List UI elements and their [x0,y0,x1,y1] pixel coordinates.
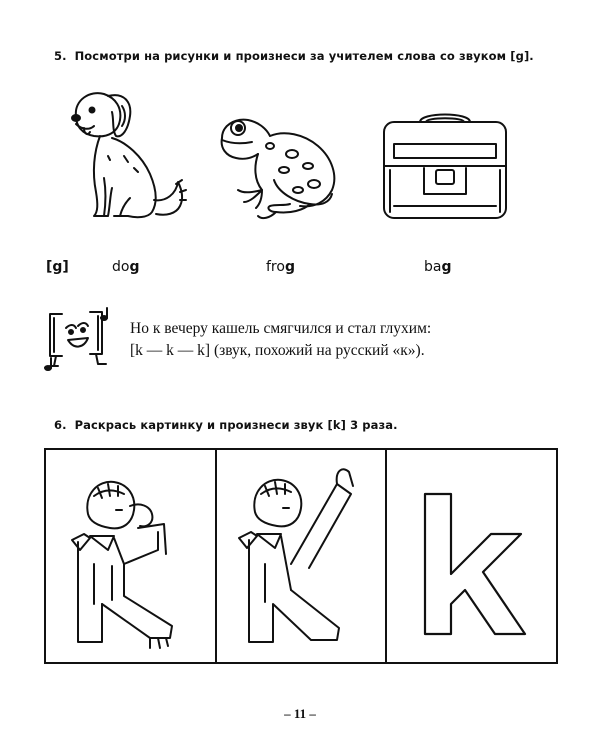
note-line-2: [k — k — k] (звук, похожий на русский «к»). [130,342,425,359]
bag-icon [380,106,510,221]
dog-icon [64,86,194,226]
word-bag-ending: g [441,259,452,275]
page-number: – 11 – [284,706,316,721]
task6-heading [54,418,398,432]
panel-letter-k [387,450,556,662]
coloring-frame [44,448,558,664]
word-frog [266,259,295,275]
task5-heading [54,49,534,63]
task6-instruction: Раскрась картинку и произнеси звук [k] 3 раза. [74,418,398,432]
letter-k-outline-icon [395,454,545,660]
word-frog-ending: g [284,259,295,275]
frog-icon [214,110,344,225]
word-bag-stem: ba [424,259,442,275]
task5-number: 5. [54,49,67,63]
word-bag [424,259,452,275]
boy-coughing-icon [54,454,204,660]
sound-brackets-mascot-icon [40,306,112,376]
panel-boy-coughing [46,450,217,662]
panel-boy-letter-k [217,450,388,662]
word-dog [112,259,139,275]
sound-symbol: [g] [46,259,69,275]
note-line-1: Но к вечеру кашель смягчился и стал глухим: [130,320,432,337]
task5-instruction: Посмотри на рисунки и произнеси за учителем слова со звуком [g]. [74,49,534,63]
word-dog-stem: do [112,259,130,275]
task6-number: 6. [54,418,67,432]
boy-letter-k-icon [225,454,375,660]
word-frog-stem: fro [266,259,285,275]
word-dog-ending: g [129,259,140,275]
